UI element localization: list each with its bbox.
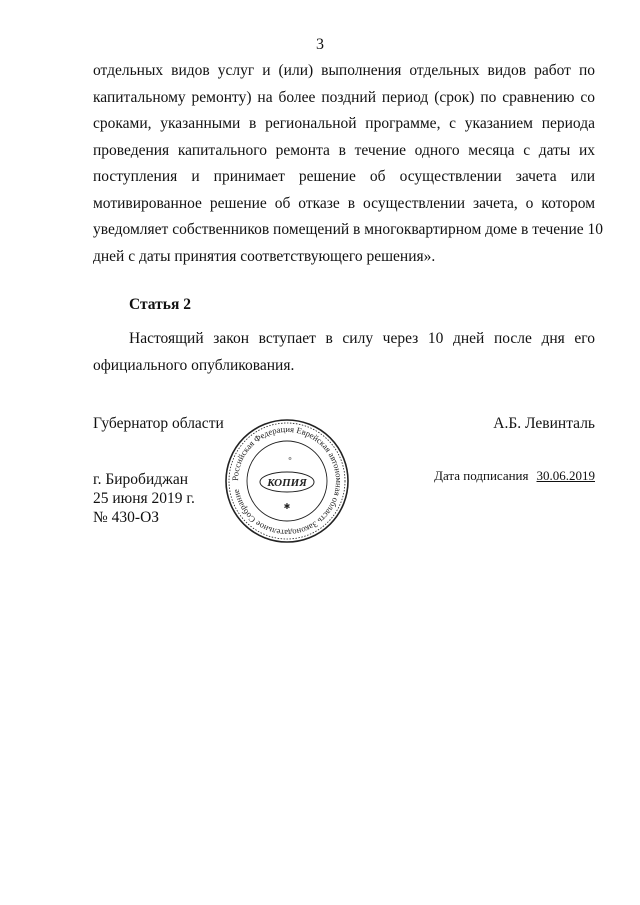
- signing-date-label: Дата подписания: [434, 468, 529, 483]
- signatory-name: А.Б. Левинталь: [493, 415, 595, 432]
- city: г. Биробиджан: [93, 471, 189, 488]
- body-line: проведения капитального ремонта в течение одного месяца с даты их: [93, 141, 595, 159]
- signatory-title: Губернатор области: [93, 415, 224, 432]
- adoption-date: 25 июня 2019 г.: [93, 490, 195, 507]
- article-heading: Статья 2: [129, 296, 191, 313]
- body-line: мотивированное решение об отказе в осуществлении зачета, о котором: [93, 194, 595, 212]
- article-line: официального опубликования.: [93, 356, 295, 374]
- article-paragraph: [93, 326, 595, 379]
- body-line: поступления и принимает решение об осуществлении зачета или: [93, 168, 595, 185]
- seal-center-text: КОПИЯ: [267, 477, 307, 489]
- place-date-number: [93, 470, 195, 527]
- page-number: 3: [316, 36, 324, 53]
- signing-date: [434, 468, 595, 484]
- article-line: Настоящий закон вступает в силу через 10 дней после дня его: [129, 330, 595, 347]
- signing-date-value: 30.06.2019: [536, 468, 595, 483]
- law-number: № 430-ОЗ: [93, 509, 160, 526]
- body-line: сроками, указанными в региональной программе, с указанием периода: [93, 115, 595, 132]
- body-line: дней с даты принятия соответствующего решения».: [93, 247, 436, 265]
- seal-ring-text: Российская Федерация Еврейская автономная область Законодательное Собрание: [229, 423, 345, 539]
- body-line: уведомляет собственников помещений в многоквартирном доме в течение 10: [93, 221, 604, 238]
- seal-small-mark: о: [288, 456, 292, 462]
- body-paragraph: [93, 58, 604, 270]
- star-icon: ✱: [283, 502, 291, 511]
- official-seal-stamp: [224, 418, 350, 544]
- body-line: капитальному ремонту) на более поздний период (срок) по сравнению со: [93, 88, 595, 106]
- body-line: отдельных видов услуг и (или) выполнения отдельных видов работ по: [93, 62, 595, 79]
